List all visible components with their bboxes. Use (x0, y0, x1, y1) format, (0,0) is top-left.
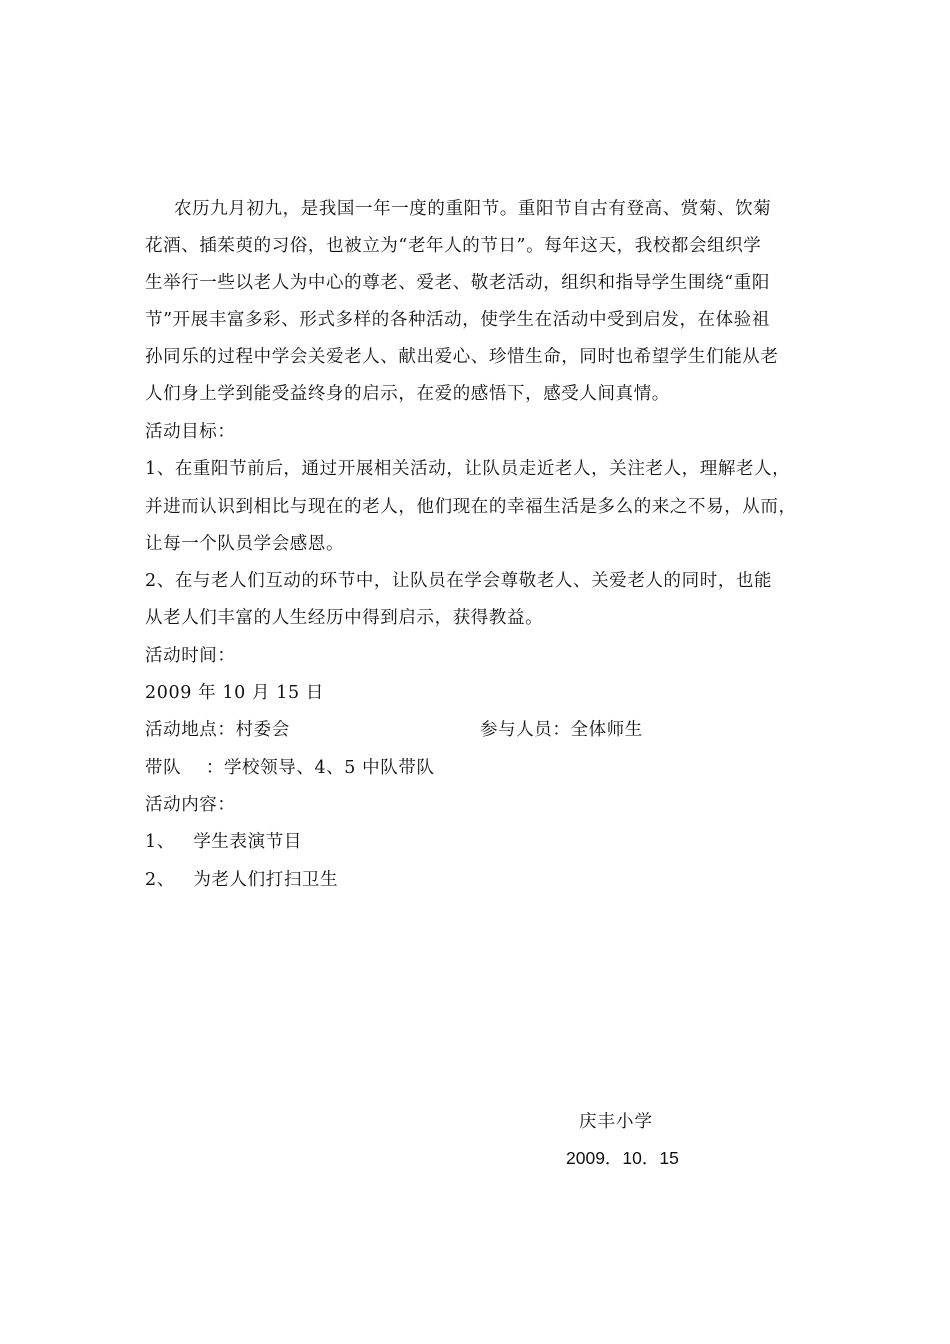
participants-text: 参与人员：全体师生 (480, 720, 643, 740)
time-value: 2009 年 10 月 15 日 (145, 683, 324, 703)
intro-line-3: 生举行一些以老人为中心的尊老、爱老、敬老活动，组织和指导学生围绕“重阳 (145, 273, 770, 293)
goal-2-line-2: 从老人们丰富的人生经历中得到启示，获得教益。 (145, 608, 544, 628)
intro-line-5: 孙同乐的过程中学会关爱老人、献出爱心、珍惜生命，同时也希望学生们能从老 (145, 347, 779, 367)
content-item-2: 2、 为老人们打扫卫生 (145, 870, 339, 890)
goal-1-line-1: 1、在重阳节前后，通过开展相关活动，让队员走近老人，关注老人，理解老人， (145, 459, 791, 479)
intro-line-2: 花酒、插茱萸的习俗，也被立为“老年人的节日”。每年这天，我校都会组织学 (145, 236, 762, 256)
signature-org: 庆丰小学 (579, 1112, 653, 1132)
goals-heading: 活动目标： (145, 422, 236, 442)
goal-1-line-2: 并进而认识到相比与现在的老人，他们现在的幸福生活是多么的来之不易，从而， (145, 497, 797, 517)
goal-1-line-3: 让每一个队员学会感恩。 (145, 534, 345, 554)
intro-line-1: 农历九月初九，是我国一年一度的重阳节。重阳节自古有登高、赏菊、饮菊 (174, 199, 772, 219)
time-heading: 活动时间： (145, 646, 236, 666)
intro-line-6: 人们身上学到能受益终身的启示，在爱的感悟下，感受人间真情。 (145, 384, 670, 404)
location-text: 活动地点：村委会 (145, 720, 290, 740)
intro-line-4: 节”开展丰富多彩、形式多样的各种活动，使学生在活动中受到启发，在体验祖 (145, 310, 770, 330)
content-item-1: 1、 学生表演节目 (145, 832, 302, 852)
content-heading: 活动内容： (145, 795, 236, 815)
leader-text: 带队 ：学校领导、4、5 中队带队 (145, 758, 435, 778)
goal-2-line-1: 2、在与老人们互动的环节中，让队员在学会尊敬老人、关爱老人的同时，也能 (145, 571, 773, 591)
signature-date: 2009．10．15 (566, 1148, 679, 1168)
